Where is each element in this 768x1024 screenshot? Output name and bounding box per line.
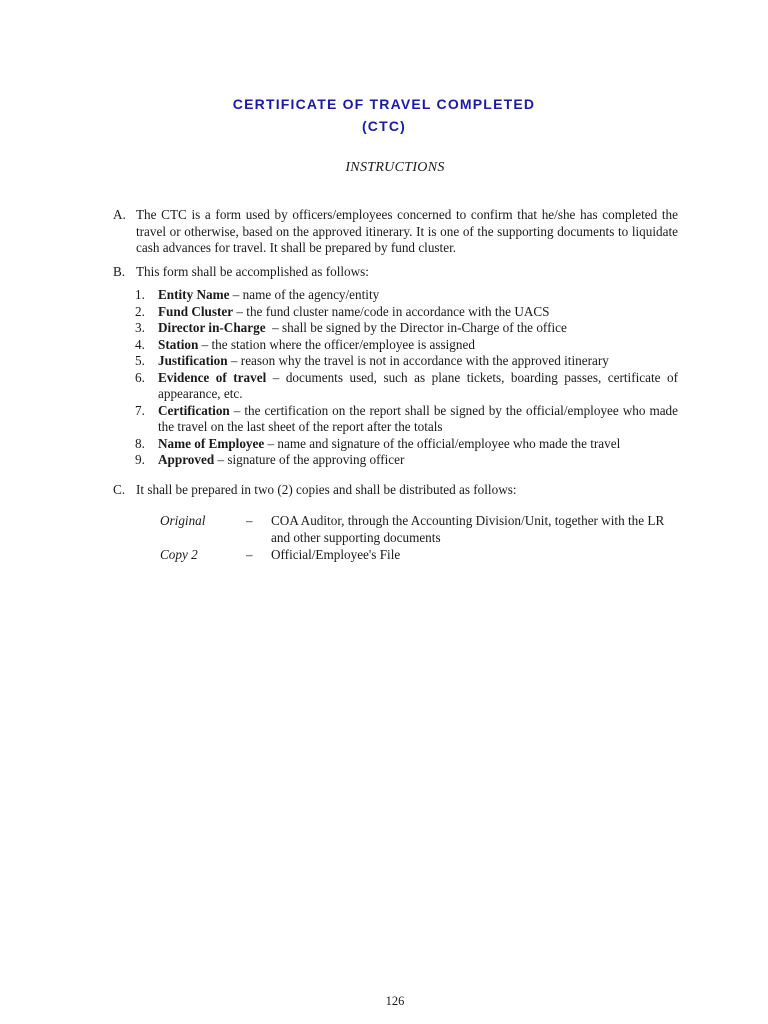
list-item-term: Justification — [158, 353, 228, 368]
list-item-desc: – the certification on the report shall be signed by the official/employee who made the travel on the last sheet of the report after the totals — [158, 402, 678, 434]
list-item-desc: – documents used, such as plane tickets, boarding passes, certificate of appearance, etc. — [158, 369, 678, 401]
list-item-number: 8. — [135, 435, 145, 451]
list-item — [113, 452, 678, 469]
list-item-term: Station — [158, 336, 199, 352]
list-item-number: 4. — [135, 336, 145, 352]
list-item — [113, 337, 678, 354]
section-c-text: It shall be prepared in two (2) copies and shall be distributed as follows: — [136, 482, 517, 497]
list-item — [113, 304, 678, 321]
list-item-term: Entity Name — [158, 287, 230, 302]
section-b-text: This form shall be accomplished as follows: — [136, 264, 369, 279]
distribution-dash: – — [246, 513, 253, 528]
list-item-term: Certification — [158, 402, 230, 418]
distribution-recipient: Official/Employee's File — [271, 547, 401, 562]
list-item-term: Name of Employee — [158, 435, 265, 451]
section-b — [113, 264, 678, 281]
list-item-desc: – name of the agency/entity — [229, 287, 380, 302]
list-item — [113, 353, 678, 370]
list-item-term: Director in-Charge — [158, 320, 266, 335]
section-a-text: The CTC is a form used by officers/employees concerned to confirm that he/she has completed the travel or otherwise, based on the approved itinerary. It is one of the supporting documents to liquidate cash advances for travel. It shall be prepared by fund cluster. — [136, 207, 678, 255]
distribution-recipient: COA Auditor, through the Accounting Division/Unit, together with the LR and other supporting documents — [271, 513, 665, 545]
section-b-letter: B. — [113, 264, 126, 279]
document-title: CERTIFICATE OF TRAVEL COMPLETED — [232, 96, 536, 112]
section-a — [113, 207, 678, 257]
field-instructions-list — [113, 287, 678, 469]
list-item-desc: – reason why the travel is not in accordance with the approved itinerary — [227, 353, 609, 368]
list-item-term: Fund Cluster — [158, 303, 234, 319]
list-item-number: 7. — [135, 402, 145, 418]
list-item-number: 6. — [135, 369, 145, 385]
list-item-number: 5. — [135, 353, 145, 368]
list-item — [113, 287, 678, 304]
instructions-heading: INSTRUCTIONS — [345, 160, 445, 175]
distribution-dash: – — [246, 547, 253, 562]
distribution-copy-label: Original — [160, 513, 206, 528]
list-item — [113, 436, 678, 453]
page-number: 126 — [385, 994, 405, 1008]
document-title-abbreviation: (CTC) — [361, 118, 407, 134]
list-item-number: 3. — [135, 320, 145, 335]
section-c — [113, 482, 678, 499]
section-c-letter: C. — [113, 482, 126, 497]
list-item-desc: – the station where the officer/employee is assigned — [198, 336, 475, 352]
list-item-desc: – signature of the approving officer — [214, 452, 405, 467]
list-item-number: 1. — [135, 287, 145, 302]
list-item-term: Approved — [158, 452, 215, 467]
list-item-desc: – the fund cluster name/code in accordance with the UACS — [233, 303, 550, 319]
list-item-desc: – name and signature of the official/employee who made the travel — [264, 435, 621, 451]
list-item — [113, 320, 678, 337]
list-item-number: 9. — [135, 452, 145, 467]
section-a-letter: A. — [113, 207, 126, 222]
list-item — [113, 403, 678, 436]
distribution-copy-label: Copy 2 — [160, 547, 198, 562]
distribution-row-copy-2 — [160, 547, 680, 564]
list-item-desc: – shall be signed by the Director in-Charge of the office — [265, 320, 567, 335]
distribution-row-original — [160, 513, 680, 546]
list-item — [113, 370, 678, 403]
list-item-number: 2. — [135, 303, 145, 319]
list-item-term: Evidence of travel — [158, 369, 267, 385]
